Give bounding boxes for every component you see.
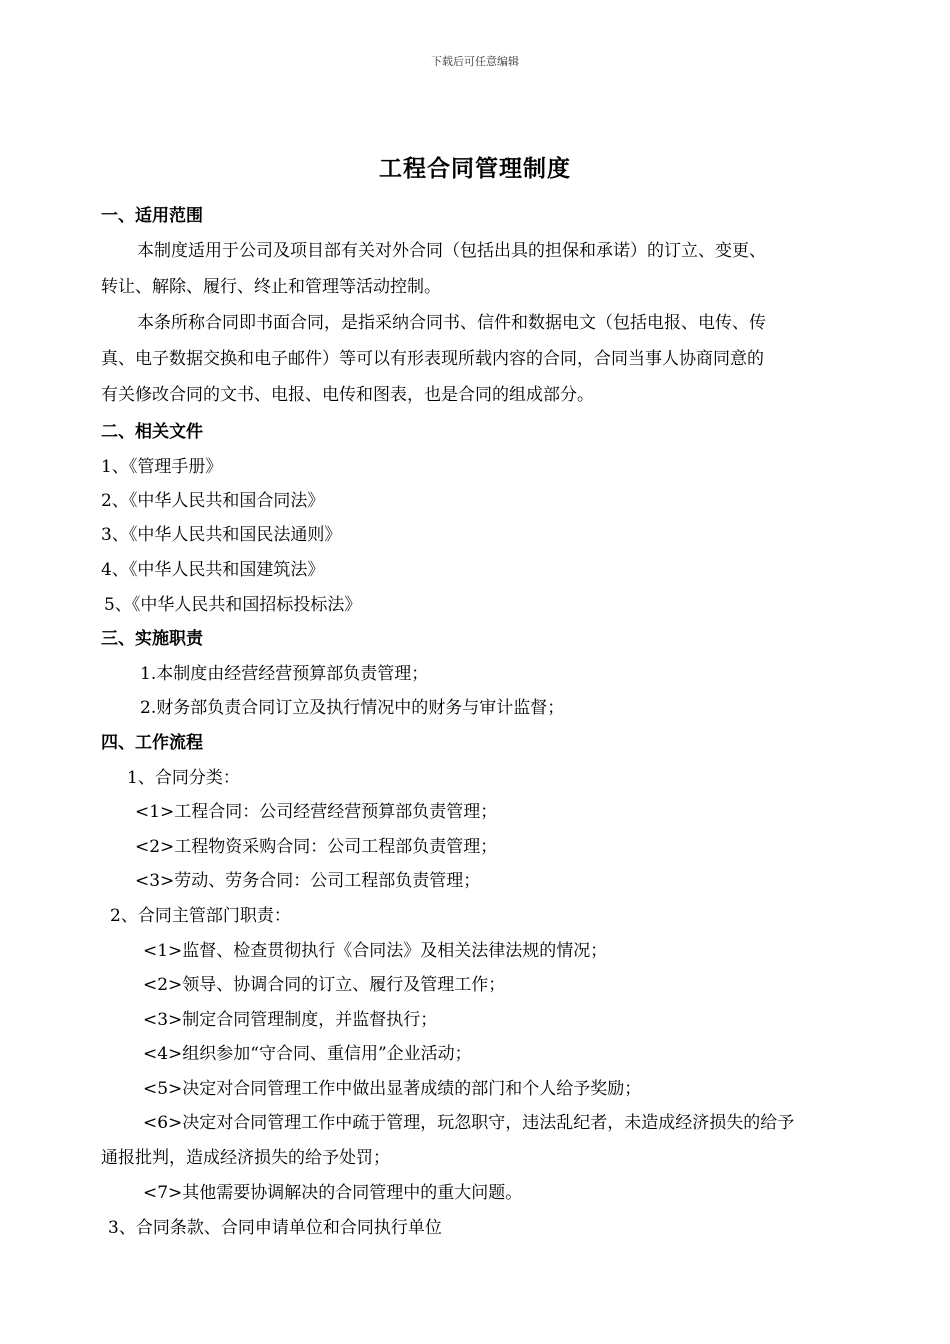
- list-item: <7>其他需要协调解决的合同管理中的重大问题。: [143, 1183, 523, 1203]
- section-heading-related-docs: 二、相关文件: [101, 422, 203, 442]
- list-item: 1、《管理手册》: [101, 457, 223, 477]
- subsection-label: 2、合同主管部门职责：: [110, 906, 291, 926]
- paragraph-line: 转让、解除、履行、终止和管理等活动控制。: [101, 277, 441, 297]
- list-item: <3>劳动、劳务合同：公司工程部负责管理；: [135, 871, 481, 891]
- list-item: <4>组织参加“守合同、重信用”企业活动；: [143, 1044, 472, 1064]
- paragraph-line: 有关修改合同的文书、电报、电传和图表，也是合同的组成部分。: [101, 385, 594, 405]
- list-item: 2.财务部负责合同订立及执行情况中的财务与审计监督；: [140, 698, 565, 718]
- subsection-label: 3、合同条款、合同申请单位和合同执行单位: [108, 1218, 442, 1238]
- section-heading-workflow: 四、工作流程: [101, 733, 203, 753]
- list-item: 5、《中华人民共和国招标投标法》: [104, 595, 362, 615]
- list-item: 3、《中华人民共和国民法通则》: [101, 525, 342, 545]
- list-item: 4、《中华人民共和国建筑法》: [101, 560, 325, 580]
- document-title: 工程合同管理制度: [379, 156, 571, 182]
- list-item: <6>决定对合同管理工作中疏于管理，玩忽职守，违法乱纪者，未造成经济损失的给予: [143, 1113, 795, 1133]
- list-item: 2、《中华人民共和国合同法》: [101, 491, 325, 511]
- list-item: <1>监督、检查贯彻执行《合同法》及相关法律法规的情况；: [143, 941, 608, 961]
- list-item: <2>工程物资采购合同：公司工程部负责管理；: [135, 837, 498, 857]
- paragraph-line: 真、电子数据交换和电子邮件）等可以有形表现所载内容的合同，合同当事人协商同意的: [101, 349, 764, 369]
- header-note: 下载后可任意编辑: [431, 55, 519, 68]
- list-item: 1.本制度由经营经营预算部负责管理；: [140, 664, 429, 684]
- paragraph-line: 本制度适用于公司及项目部有关对外合同（包括出具的担保和承诺）的订立、变更、: [137, 241, 766, 261]
- section-heading-scope: 一、适用范围: [101, 206, 203, 226]
- list-item-continuation: 通报批判，造成经济损失的给予处罚；: [101, 1148, 390, 1168]
- section-heading-responsibilities: 三、实施职责: [101, 629, 203, 649]
- list-item: <5>决定对合同管理工作中做出显著成绩的部门和个人给予奖励；: [143, 1079, 642, 1099]
- paragraph-line: 本条所称合同即书面合同，是指采纳合同书、信件和数据电文（包括电报、电传、传: [137, 313, 766, 333]
- list-item: <3>制定合同管理制度，并监督执行；: [143, 1010, 438, 1030]
- list-item: <2>领导、协调合同的订立、履行及管理工作；: [143, 975, 506, 995]
- list-item: <1>工程合同：公司经营经营预算部负责管理；: [135, 802, 498, 822]
- subsection-label: 1、合同分类：: [127, 768, 240, 788]
